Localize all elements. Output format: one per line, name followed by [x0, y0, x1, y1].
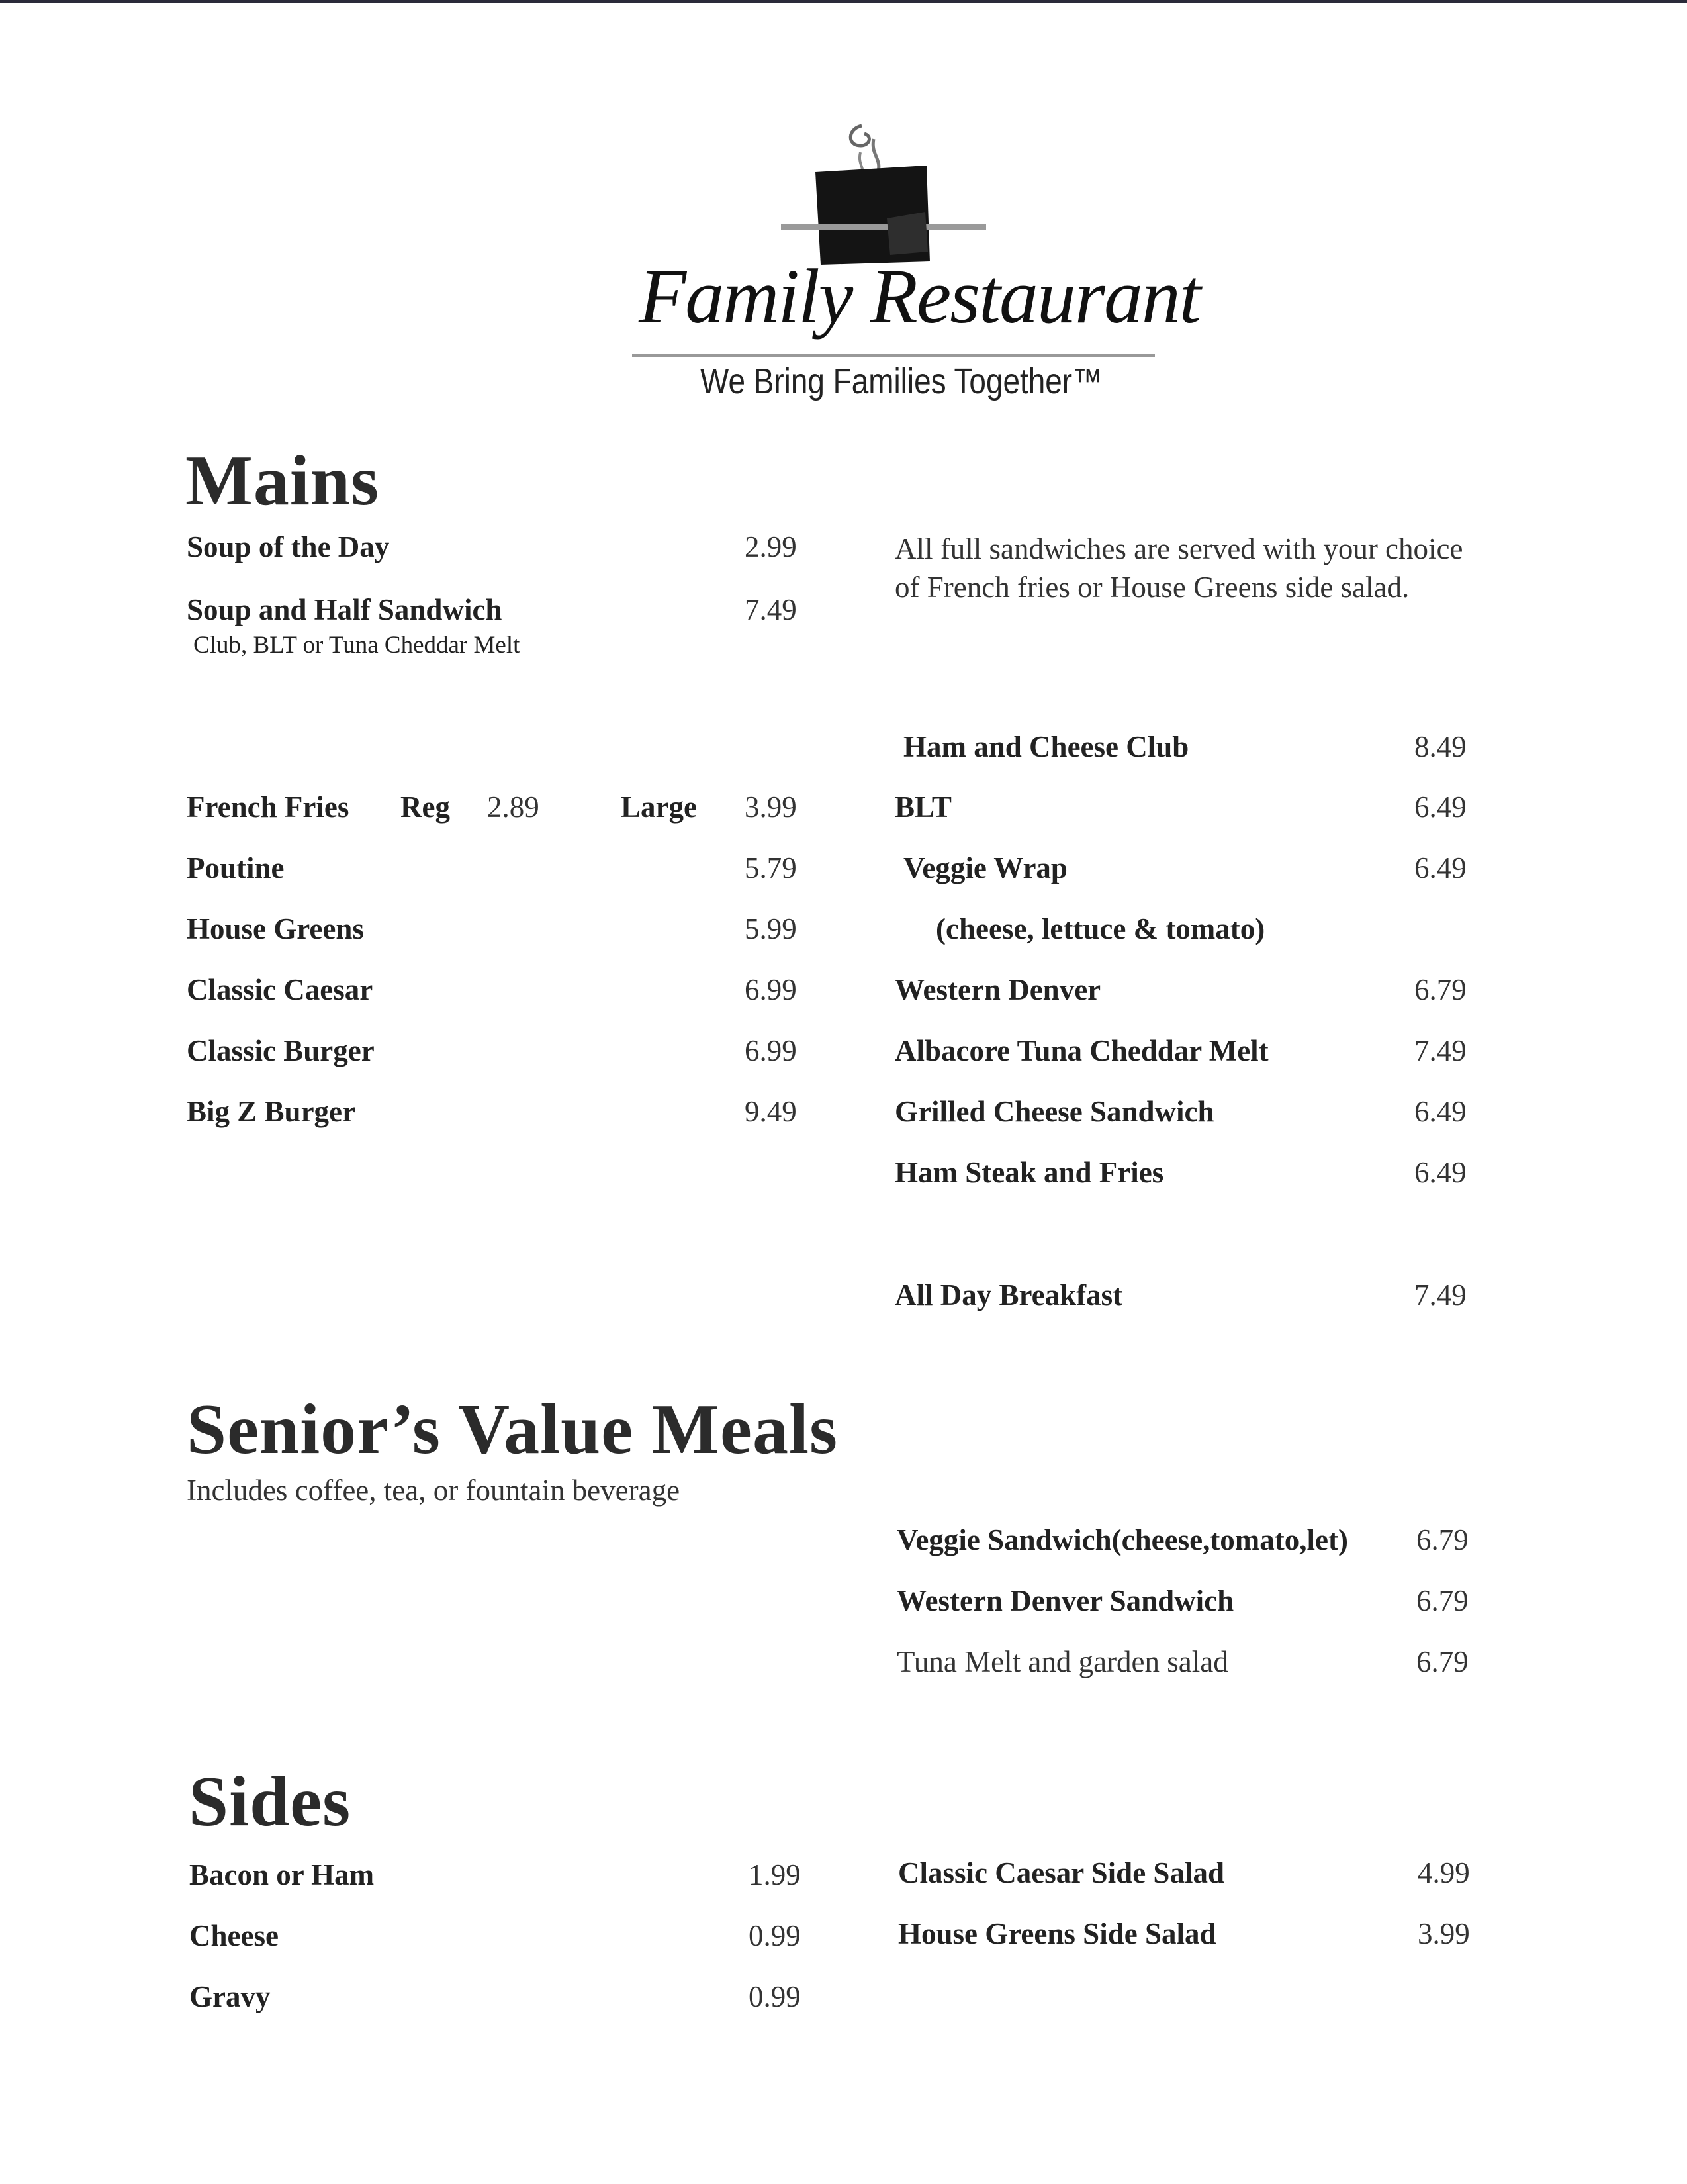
menu-item-price: 6.99: [745, 973, 797, 1006]
menu-item-price: 6.49: [1414, 1156, 1467, 1189]
menu-item-price: 3.99: [745, 790, 797, 824]
scan-top-edge: [0, 0, 1687, 3]
menu-item-name: Veggie Wrap: [903, 851, 1068, 884]
menu-item-name: Grilled Cheese Sandwich: [895, 1095, 1214, 1128]
menu-item-price: 9.49: [745, 1095, 797, 1128]
menu-item-name: Soup of the Day: [187, 530, 390, 563]
menu-item-name: Ham Steak and Fries: [895, 1156, 1164, 1189]
menu-item-price: 6.79: [1416, 1584, 1469, 1617]
size-label: Reg: [400, 790, 450, 824]
menu-item-name: Western Denver: [895, 973, 1101, 1006]
menu-item-price: 6.49: [1414, 851, 1467, 884]
seniors-heading: Senior’s Value Meals: [187, 1390, 838, 1469]
menu-item-price: 2.89: [487, 790, 539, 824]
menu-item-price: 7.49: [745, 593, 797, 626]
sandwich-note: All full sandwiches are served with your choice of French fries or House Greens side salad.: [895, 532, 1463, 604]
menu-item-price: 1.99: [749, 1858, 801, 1891]
menu-item-price: 8.49: [1414, 730, 1467, 763]
menu-item-name: Albacore Tuna Cheddar Melt: [895, 1034, 1269, 1067]
menu-item-price: 6.49: [1414, 790, 1467, 824]
menu-item-price: 5.99: [745, 912, 797, 945]
menu-item-price: 0.99: [749, 1980, 801, 2013]
menu-item-price: 6.99: [745, 1034, 797, 1067]
menu-item-name: Cheese: [189, 1919, 279, 1952]
seniors-subtitle: Includes coffee, tea, or fountain beverage: [187, 1474, 680, 1507]
menu-item-price: 7.49: [1414, 1278, 1467, 1311]
menu-item-price: 7.49: [1414, 1034, 1467, 1067]
menu-item-name: Western Denver Sandwich: [897, 1584, 1234, 1617]
menu-item-price: 6.79: [1416, 1645, 1469, 1678]
menu-item-name: Poutine: [187, 851, 285, 884]
menu-item-name: BLT: [895, 790, 952, 824]
menu-item-name: Classic Burger: [187, 1034, 375, 1067]
menu-item-name: House Greens Side Salad: [898, 1917, 1216, 1950]
menu-item-name: Classic Caesar Side Salad: [898, 1856, 1224, 1889]
menu-item-price: 2.99: [745, 530, 797, 563]
menu-item-price: 4.99: [1418, 1856, 1470, 1889]
menu-item-name: Ham and Cheese Club: [903, 730, 1189, 763]
menu-item-name: House Greens: [187, 912, 364, 945]
menu-item-price: 5.79: [745, 851, 797, 884]
menu-item-description: (cheese, lettuce & tomato): [936, 912, 1265, 945]
logo-rule: [632, 354, 1155, 357]
sides-heading: Sides: [189, 1762, 351, 1841]
menu-item-name: Gravy: [189, 1980, 271, 2013]
menu-item-name: Soup and Half Sandwich: [187, 593, 502, 626]
mains-heading: Mains: [185, 442, 380, 520]
menu-item-price: 6.49: [1414, 1095, 1467, 1128]
menu-item-name: Tuna Melt and garden salad: [897, 1645, 1228, 1678]
menu-item-name: Veggie Sandwich(cheese,tomato,let): [897, 1523, 1348, 1556]
menu-item-name: Bacon or Ham: [189, 1858, 375, 1891]
menu-item-description: Club, BLT or Tuna Cheddar Melt: [193, 632, 520, 659]
menu-item-price: 6.79: [1416, 1523, 1469, 1556]
menu-item-name: French Fries: [187, 790, 349, 824]
menu-item-name: Classic Caesar: [187, 973, 373, 1006]
menu-item-price: 3.99: [1418, 1917, 1470, 1950]
menu-item-price: 6.79: [1414, 973, 1467, 1006]
size-label: Large: [621, 790, 697, 824]
menu-item-name: All Day Breakfast: [895, 1278, 1123, 1311]
brand-name: Family Restaurant: [639, 253, 1200, 340]
menu-item-price: 0.99: [749, 1919, 801, 1952]
menu-item-name: Big Z Burger: [187, 1095, 355, 1128]
logo-tagline: We Bring Families Together™: [700, 361, 1103, 401]
